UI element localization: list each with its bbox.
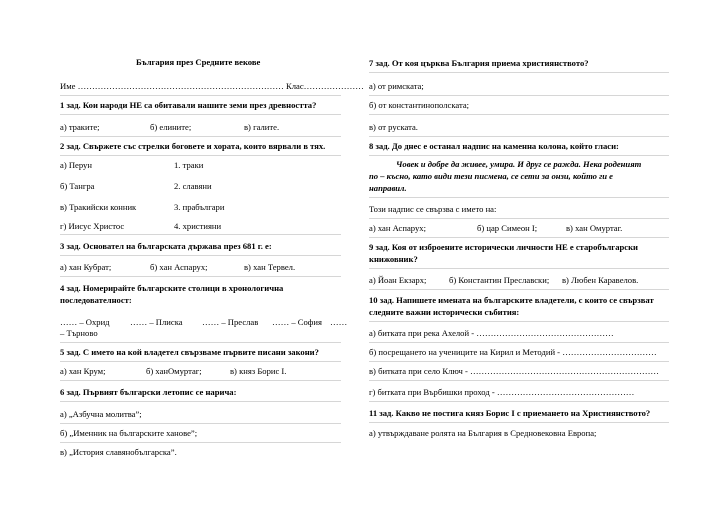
capital-item-5: …… (330, 317, 348, 327)
question-1: 1 зад. Кои народи НЕ са обитавали нашите земи през древността? (60, 100, 317, 110)
divider (369, 422, 669, 423)
divider (369, 95, 669, 96)
divider (369, 155, 669, 156)
divider (369, 361, 669, 362)
question-6: 6 зад. Първият български летопис се нарича: (60, 387, 237, 397)
question-3: 3 зад. Основател на българската държава през 681 г. е: (60, 241, 272, 251)
question-8: 8 зад. До днес е останал надпис на каменна колона, който гласи: (369, 141, 619, 151)
divider (369, 380, 669, 381)
question-9-line1: 9 зад. Коя от изброените исторически личности НЕ е старобългарски (369, 242, 638, 252)
divider (60, 155, 341, 156)
divider (369, 237, 669, 238)
answer-9c: в) Любен Каравелов. (562, 275, 639, 285)
divider (369, 342, 669, 343)
divider (60, 442, 341, 443)
divider (369, 114, 669, 115)
answer-9b: б) Константин Преславски; (449, 275, 550, 285)
answer-1a: а) траките; (60, 122, 100, 132)
divider (60, 342, 341, 343)
capital-item-4: …… – София (272, 317, 322, 327)
inscription-line1: Човек и добре да живее, умира. И друг се ражда. Нека роденият (396, 159, 642, 169)
match-left-a: а) Перун (60, 160, 92, 170)
answer-8b: б) цар Симеон I; (477, 223, 538, 233)
divider (60, 114, 341, 115)
answer-7b: б) от константинополската; (369, 100, 470, 110)
question-7: 7 зад. От коя църква България приема християнството? (369, 58, 589, 68)
answer-6c: в) „История славянобългарска”. (60, 447, 177, 457)
answer-8a: а) хан Аспарух; (369, 223, 426, 233)
answer-9a: а) Йоан Екзарх; (369, 275, 427, 285)
answer-10a: а) битката при река Ахелой - ………………………………………… (369, 328, 614, 338)
question-9-line2: книжовник? (369, 254, 418, 264)
match-left-b: б) Тангра (60, 181, 95, 191)
divider (369, 268, 669, 269)
divider (60, 136, 341, 137)
divider (369, 401, 669, 402)
divider (369, 72, 669, 73)
page-title: България през Средните векове (136, 57, 261, 67)
divider (60, 361, 341, 362)
answer-6a: а) „Азбучна молитва”; (60, 409, 142, 419)
answer-8c: в) хан Омуртаг. (566, 223, 623, 233)
answer-5c: в) княз Борис I. (230, 366, 287, 376)
divider (60, 380, 341, 381)
divider (60, 276, 341, 277)
answer-10c: в) битката при село Ключ - ………………………………………………………… (369, 366, 660, 376)
question-4-line2: последователност: (60, 295, 132, 305)
capital-item-1: …… – Охрид (60, 317, 110, 327)
question-10-line1: 10 зад. Напишете имената на българските владетели, с които се свързват (369, 295, 654, 305)
divider (60, 234, 341, 235)
match-left-d: г) Иисус Христос (60, 221, 125, 231)
match-right-4: 4. християни (174, 221, 222, 231)
divider (369, 218, 669, 219)
answer-10b: б) посрещането на учениците на Кирил и Методий - …………………………… (369, 347, 657, 357)
match-right-3: 3. прабългари (174, 202, 225, 212)
match-right-2: 2. славяни (174, 181, 212, 191)
capital-item-tail: – Търново (60, 328, 98, 338)
question-2: 2 зад. Свържете със стрелки боговете и хората, които вярвали в тях. (60, 141, 326, 151)
match-right-1: 1. траки (174, 160, 204, 170)
divider (369, 321, 669, 322)
answer-1c: в) галите. (244, 122, 280, 132)
divider (60, 401, 341, 402)
answer-5b: б) ханОмуртаг; (146, 366, 202, 376)
capital-item-3: …… – Преслав (202, 317, 259, 327)
inscription-line3: направил. (369, 183, 407, 193)
divider (60, 255, 341, 256)
capital-item-2: …… – Плиска (130, 317, 183, 327)
answer-5a: а) хан Крум; (60, 366, 106, 376)
answer-7a: а) от римската; (369, 81, 424, 91)
match-left-c: в) Тракийски конник (60, 202, 137, 212)
answer-6b: б) „Именник на българските ханове”; (60, 428, 198, 438)
name-line: Име ……………………………………………………………… Клас………………… (60, 81, 364, 91)
question-4-line1: 4 зад. Номерирайте българските столици в хронологична (60, 283, 284, 293)
answer-3b: б) хан Аспарух; (150, 262, 208, 272)
question-11: 11 зад. Какво не постига княз Борис I с приемането на Християнството? (369, 408, 651, 418)
inscription-linked: Този надпис се свързва с името на: (369, 204, 497, 214)
answer-10d: г) битката при Върбишки проход - ………………………………………… (369, 387, 635, 397)
divider (60, 423, 341, 424)
divider (369, 289, 669, 290)
divider (60, 95, 341, 96)
answer-1b: б) елините; (150, 122, 192, 132)
answer-3a: а) хан Кубрат; (60, 262, 112, 272)
inscription-line2: по – късно, като види тези писмена, се сети за онзи, който ги е (369, 171, 613, 181)
answer-7c: в) от руската. (369, 122, 418, 132)
divider (369, 136, 669, 137)
answer-3c: в) хан Тервел. (244, 262, 296, 272)
answer-11a: а) утвърждаване ролята на България в Средновековна Европа; (369, 428, 597, 438)
question-10-line2: следните важни исторически събития: (369, 307, 520, 317)
divider (369, 197, 669, 198)
question-5: 5 зад. С името на кой владетел свързваме първите писани закони? (60, 347, 319, 357)
